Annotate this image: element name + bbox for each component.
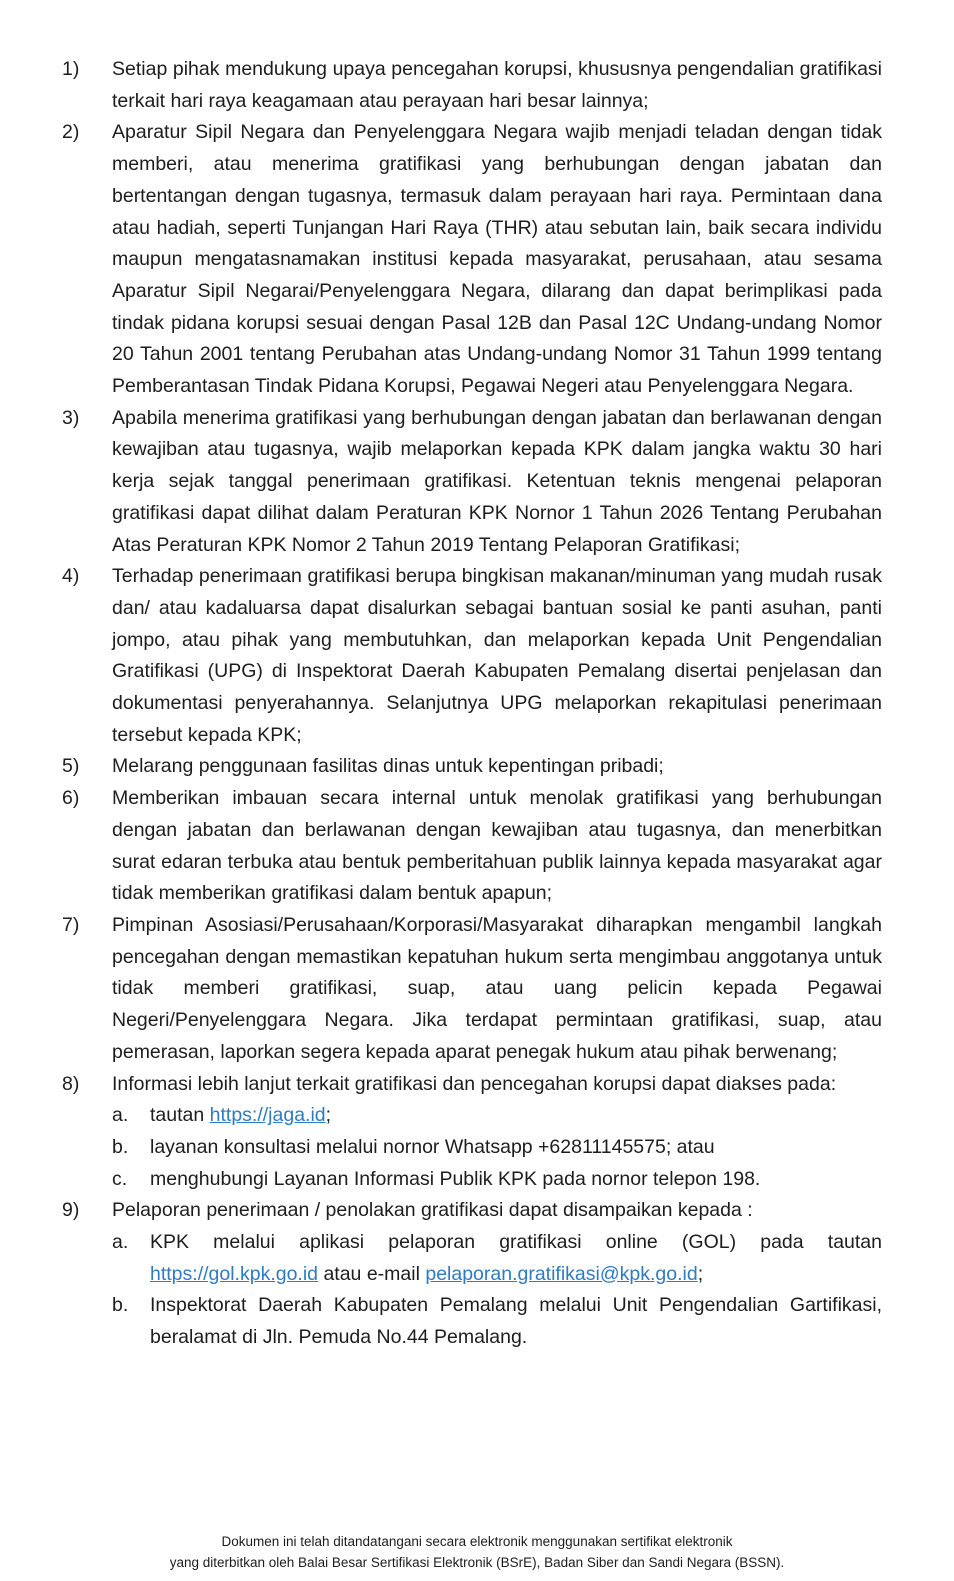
list-item-number: 3) xyxy=(62,406,80,429)
list-item-text: Setiap pihak mendukung upaya pencegahan korupsi, khususnya pengendalian gratifikasi terkait hari raya keagamaan atau perayaan hari besar lainnya; xyxy=(112,58,882,112)
sub-item-text: Inspektorat Daerah Kabupaten Pemalang melalui Unit Pengendalian Gartifikasi, beralamat di Jln. Pemuda No.44 Pemalang. xyxy=(150,1294,882,1349)
list-item-text: Melarang penggunaan fasilitas dinas untuk kepentingan pribadi; xyxy=(112,755,664,778)
esignature-footer-line1: Dokumen ini telah ditandatangani secara elektronik menggunakan sertifikat elektronik xyxy=(221,1534,733,1549)
list-item-number: 2) xyxy=(62,121,80,144)
sub-list-item xyxy=(112,1290,882,1353)
gratifikasi-email-link[interactable]: pelaporan.gratifikasi@kpk.go.id xyxy=(425,1262,698,1285)
sub-item-letter: a. xyxy=(112,1231,129,1254)
sub-list-item xyxy=(112,1164,882,1196)
sub-item-text-run: KPK melalui aplikasi pelaporan gratifikasi online (GOL) pada tautan xyxy=(150,1231,882,1254)
list-item-text: Apabila menerima gratifikasi yang berhubungan dengan jabatan dan berlawanan dengan kewajiban atau tugasnya, wajib melaporkan kepada KPK dalam jangka waktu 30 hari kerja sejak tanggal penerimaan gratifikasi. Ketentuan teknis mengenai pelaporan gratifikasi dapat dilihat dalam Peraturan KPK Nornor 1 Tahun 2026 Tentang Perubahan Atas Peraturan KPK Nomor 2 Tahun 2019 Tentang Pelaporan Gratifikasi; xyxy=(112,406,882,556)
esignature-footer-line2: yang diterbitkan oleh Balai Besar Sertifikasi Elektronik (BSrE), Badan Siber dan Sandi Negara (BSSN). xyxy=(169,1554,785,1570)
gol-kpk-link[interactable]: https://gol.kpk.go.id xyxy=(150,1262,319,1285)
sub-list-item xyxy=(112,1132,882,1164)
sub-item-text xyxy=(150,1100,882,1132)
sub-list-item xyxy=(112,1100,882,1132)
list-item xyxy=(62,910,882,1069)
sub-item-text: menghubungi Layanan Informasi Publik KPK pada nornor telepon 198. xyxy=(150,1167,761,1190)
list-item-text: Pimpinan Asosiasi/Perusahaan/Korporasi/Masyarakat diharapkan mengambil langkah pencegahan dengan memastikan kepatuhan hukum serta mengimbau anggotanya untuk tidak memberi gratifikasi, suap, atau uang pelicin kepada Pegawai Negeri/Penyelenggara Negara. Jika terdapat permintaan gratifikasi, suap, atau pemerasan, laporkan segera kepada aparat penegak hukum atau pihak berwenang; xyxy=(112,913,882,1063)
list-item xyxy=(62,783,882,910)
list-item-number: 7) xyxy=(62,913,80,936)
document-body xyxy=(62,54,882,1354)
list-item-text: Terhadap penerimaan gratifikasi berupa bingkisan makanan/minuman yang mudah rusak dan/ atau kadaluarsa dapat disalurkan sebagai bantuan sosial ke panti asuhan, panti jompo, atau pihak yang membutuhkan, dan melaporkan kepada Unit Pengendalian Gratifikasi (UPG) di Inspektorat Daerah Kabupaten Pemalang disertai penjelasan dan dokumentasi penyerahannya. Selanjutnya UPG melaporkan rekapitulasi penerimaan tersebut kepada KPK; xyxy=(112,565,882,746)
sub-item-text xyxy=(150,1227,882,1290)
list-item-number: 9) xyxy=(62,1199,80,1222)
sub-item-letter: b. xyxy=(112,1135,129,1158)
sub-item-text: layanan konsultasi melalui nornor Whatsapp +62811145575; atau xyxy=(150,1135,715,1158)
sub-item-text-run: ; xyxy=(325,1104,332,1127)
list-item-number: 5) xyxy=(62,755,80,778)
list-item xyxy=(62,1069,882,1196)
list-item-number: 1) xyxy=(62,58,80,80)
list-item xyxy=(62,1195,882,1354)
list-item xyxy=(62,54,882,117)
sub-list-item xyxy=(112,1227,882,1290)
list-item-number: 6) xyxy=(62,787,80,810)
list-item-number: 8) xyxy=(62,1072,80,1095)
esignature-footer xyxy=(0,1532,954,1573)
sub-item-text-run: tautan xyxy=(150,1104,210,1127)
sub-item-text-run: ; xyxy=(697,1262,704,1285)
list-item-text: Pelaporan penerimaan / penolakan gratifikasi dapat disampaikan kepada : xyxy=(112,1199,753,1222)
list-item xyxy=(62,117,882,402)
sub-item-text-run: atau e-mail xyxy=(318,1262,426,1285)
list-item-number: 4) xyxy=(62,565,80,588)
list-item xyxy=(62,561,882,751)
jaga-id-link[interactable]: https://jaga.id xyxy=(209,1104,326,1127)
list-item-text: Memberikan imbauan secara internal untuk menolak gratifikasi yang berhubungan dengan jabatan dan berlawanan dengan kewajiban atau tugasnya, dan menerbitkan surat edaran terbuka atau bentuk pemberitahuan publik lainnya kepada masyarakat agar tidak memberikan gratifikasi dalam bentuk apapun; xyxy=(112,787,882,905)
sub-item-letter: a. xyxy=(112,1104,129,1127)
list-item xyxy=(62,751,882,783)
sub-item-letter: c. xyxy=(112,1167,128,1190)
sub-item-letter: b. xyxy=(112,1294,129,1317)
list-item-text: Informasi lebih lanjut terkait gratifikasi dan pencegahan korupsi dapat diakses pada: xyxy=(112,1072,837,1095)
list-item-text: Aparatur Sipil Negara dan Penyelenggara Negara wajib menjadi teladan dengan tidak memberi, atau menerima gratifikasi yang berhubungan dengan jabatan dan bertentangan dengan tugasnya, termasuk dalam perayaan hari raya. Permintaan dana atau hadiah, seperti Tunjangan Hari Raya (THR) atau sebutan lain, baik secara individu maupun mengatasnamakan institusi kepada masyarakat, perusahaan, atau sesama Aparatur Sipil Negarai/Penyelenggara Negara, dilarang dan dapat berimplikasi pada tindak pidana korupsi sesuai dengan Pasal 12B dan Pasal 12C Undang-undang Nomor 20 Tahun 2001 tentang Perubahan atas Undang-undang Nomor 31 Tahun 1999 tentang Pemberantasan Tindak Pidana Korupsi, Pegawai Negeri atau Penyelenggara Negara. xyxy=(112,121,882,398)
list-item xyxy=(62,403,882,562)
